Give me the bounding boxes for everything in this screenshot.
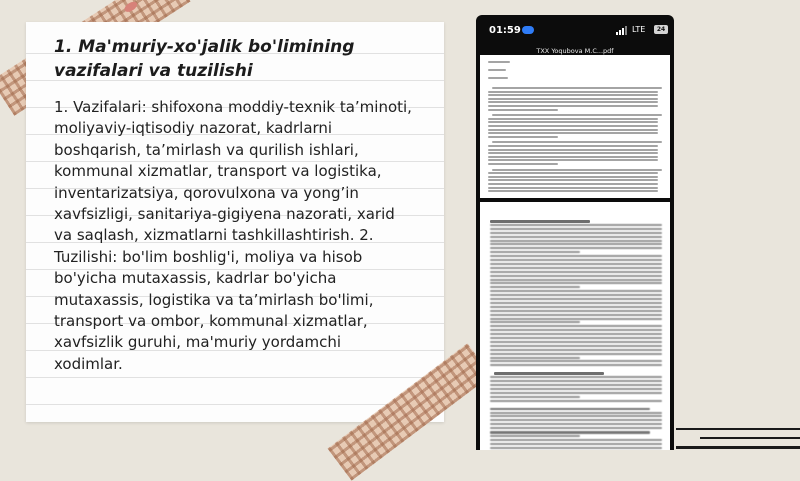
doc-text-line (490, 439, 662, 441)
doc-text-line (492, 141, 662, 143)
doc-text-line (492, 87, 662, 89)
doc-text-line (488, 179, 658, 181)
doc-text-line (490, 290, 662, 292)
doc-text-line (490, 321, 580, 323)
doc-text-line (490, 392, 662, 394)
pdf-file-name[interactable]: TXX Yoqubova M.C...pdf (536, 47, 614, 55)
doc-text-line (490, 447, 662, 449)
doc-text-line (492, 169, 662, 171)
doc-text-line (488, 69, 506, 71)
note-body: 1. Vazifalari: shifoxona moddiy-texnik ta’minoti, moliyaviy-iqtisodiy nazorat, kadrlarni boshqarish, ta’mirlash va qurilish ishlari, kommunal xizmatlar, transport va logistika, inventarizatsiya, qorovulxona va yong’in xavfsizligi, sanitariya-gigiyena nazorati, xarid va saqlash, xizmatlarni tashkillashtirish. 2. Tuzilishi: bo'lim boshlig'i, moliya va hisob bo'yicha mutaxassis, kadrlar bo'yicha mutaxassis, logistika va ta’mirlash bo'limi, transport va ombor, kommunal xizmatlar, xavfsizlik guruhi, ma'muriy yordamchi xodimlar. (54, 98, 412, 373)
doc-text-line (488, 61, 510, 63)
doc-text-line (490, 329, 662, 331)
doc-text-line (490, 357, 580, 359)
doc-text-line (488, 152, 658, 154)
doc-text-line (490, 353, 662, 355)
doc-text-line (492, 114, 662, 116)
doc-text-line (490, 279, 662, 281)
doc-text-line (488, 129, 658, 131)
doc-text-line (488, 176, 658, 178)
doc-text-line (490, 341, 662, 343)
doc-text-line (490, 275, 662, 277)
doc-text-line (490, 294, 662, 296)
doc-text-line (488, 94, 658, 96)
doc-text-line (488, 183, 658, 185)
doc-text-line (490, 282, 662, 284)
note-title: 1. Ma'muriy-xo'jalik bo'limining vazifalari va tuzilishi (54, 37, 355, 81)
tape-dot (123, 0, 139, 14)
doc-text-line (490, 232, 662, 234)
doc-text-line (490, 388, 662, 390)
doc-text-line (490, 408, 650, 411)
doc-text-line (490, 286, 580, 288)
doc-text-line (490, 298, 662, 300)
deco-line (676, 428, 800, 430)
network-label: LTE (632, 25, 646, 34)
doc-text-line (490, 314, 662, 316)
doc-text-line (490, 376, 662, 378)
doc-text-line (488, 136, 558, 138)
doc-text-line (490, 302, 662, 304)
doc-text-line (490, 247, 662, 249)
doc-text-line (490, 220, 590, 223)
doc-text-line (488, 91, 658, 93)
doc-text-line (488, 98, 658, 100)
doc-text-line (488, 163, 558, 165)
doc-text-line (490, 360, 662, 362)
doc-text-line (488, 109, 558, 111)
status-bar (476, 15, 674, 47)
doc-text-line (490, 396, 580, 398)
doc-text-line (488, 121, 658, 123)
signal-icon (616, 26, 628, 35)
doc-text-line (490, 325, 662, 327)
doc-text-line (488, 156, 658, 158)
doc-text-line (490, 271, 662, 273)
phone-screenshot (476, 15, 674, 450)
doc-text-line (488, 77, 508, 79)
doc-text-line (490, 318, 662, 320)
doc-text-line (488, 118, 658, 120)
doc-text-line (494, 372, 604, 375)
doc-text-line (488, 190, 658, 192)
doc-text-line (490, 443, 662, 445)
doc-text-line (488, 159, 658, 161)
doc-text-line (490, 419, 662, 421)
doc-text-line (488, 172, 658, 174)
doc-text-line (490, 255, 662, 257)
battery-icon: 24 (654, 25, 668, 34)
doc-text-line (490, 435, 580, 437)
deco-line (700, 437, 800, 439)
status-time: 01:59 (489, 25, 521, 36)
pdf-page-2[interactable] (480, 202, 670, 450)
pdf-page-1[interactable] (480, 55, 670, 198)
doc-text-line (488, 187, 658, 189)
doc-text-line (490, 224, 662, 226)
location-pill-icon (522, 26, 534, 34)
doc-text-line (488, 125, 658, 127)
doc-text-line (490, 228, 662, 230)
doc-text-line (490, 240, 662, 242)
doc-text-line (490, 349, 662, 351)
doc-text-line (490, 423, 662, 425)
doc-text-line (488, 105, 658, 107)
deco-line (676, 446, 800, 449)
doc-text-line (490, 243, 662, 245)
doc-text-line (490, 259, 662, 261)
doc-text-line (490, 400, 662, 402)
doc-text-line (490, 263, 662, 265)
doc-text-line (490, 337, 662, 339)
doc-text-line (490, 310, 662, 312)
doc-text-line (490, 267, 662, 269)
doc-text-line (490, 333, 662, 335)
doc-text-line (490, 380, 662, 382)
doc-text-line (488, 101, 658, 103)
doc-text-line (490, 236, 662, 238)
doc-text-line (490, 306, 662, 308)
doc-text-line (490, 415, 662, 417)
doc-text-line (488, 149, 658, 151)
doc-text-line (490, 364, 662, 366)
doc-text-line (488, 132, 658, 134)
doc-text-line (488, 145, 658, 147)
doc-text-line (490, 384, 662, 386)
doc-text-line (490, 427, 662, 429)
doc-text-line (490, 431, 650, 434)
doc-text-line (490, 412, 662, 414)
doc-text-line (490, 345, 662, 347)
doc-text-line (490, 251, 580, 253)
